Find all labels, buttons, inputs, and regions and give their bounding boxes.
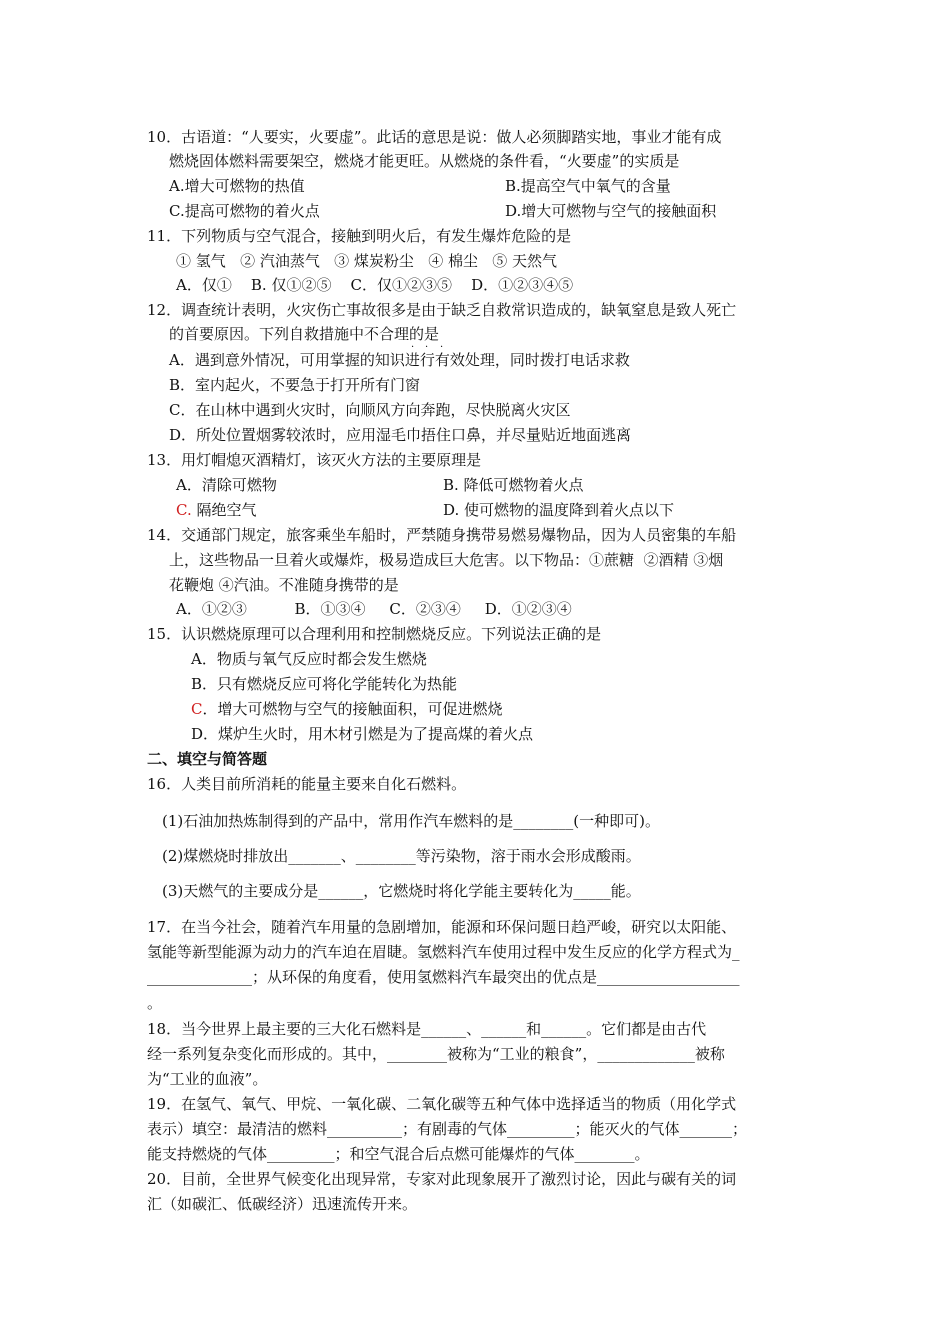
q16-sub-1: (1)石油加热炼制得到的产品中，常用作汽车燃料的是________(一种即可)。 [162, 812, 660, 830]
q14-stem-line-3: 花鞭炮 ④汽油。不准随身携带的是 [169, 576, 399, 594]
q13-option-b: B. 降低可燃物着火点 [443, 476, 584, 494]
q12-option-d: D．所处位置烟雾较浓时，应用湿毛巾捂住口鼻，并尽量贴近地面逃离 [169, 426, 632, 444]
q10-stem-line-2: 燃烧固体燃料需要架空，燃烧才能更旺。从燃烧的条件看，“火要虚”的实质是 [169, 152, 680, 170]
section-title: 二、填空与简答题 [147, 750, 268, 768]
q19-line-1: 19．在氢气、氧气、甲烷、一氧化碳、二氧化碳等五种气体中选择适当的物质（用化学式 [147, 1095, 737, 1113]
q13-option-c: C. 隔绝空气 [176, 501, 257, 519]
q18-line-2: 经一系列复杂变化而形成的。其中，________被称为“工业的粮食”，_____________被称 [147, 1045, 725, 1063]
q20-line-1: 20．目前，全世界气候变化出现异常，专家对此现象展开了激烈讨论，因此与碳有关的词 [147, 1170, 737, 1188]
q12-option-b: B．室内起火，不要急于打开所有门窗 [169, 376, 421, 394]
q11-items: ① 氢气 ② 汽油蒸气 ③ 煤炭粉尘 ④ 棉尘 ⑤ 天然气 [176, 252, 558, 270]
q10-stem-line-1: 10．古语道：“人要实，火要虚”。此话的意思是说：做人必须脚踏实地，事业才能有成 [147, 128, 722, 146]
q13-option-a: A．清除可燃物 [176, 476, 277, 494]
q20-line-2: 汇（如碳汇、低碳经济）迅速流传开来。 [147, 1195, 418, 1213]
q12-option-a: A．遇到意外情况，可用掌握的知识进行有效处理，同时拨打电话求救 [169, 351, 630, 369]
q15-option-d: D．煤炉生火时，用木材引燃是为了提高煤的着火点 [191, 725, 534, 743]
q16-stem: 16．人类目前所消耗的能量主要来自化石燃料。 [147, 775, 467, 793]
q17-line-2: 氢能等新型能源为动力的汽车迫在眉睫。氢燃料汽车使用过程中发生反应的化学方程式为_ [147, 943, 740, 961]
q17-line-3: ______________；从环保的角度看，使用氢燃料汽车最突出的优点是___________________ [147, 968, 740, 986]
q14-stem-line-1: 14．交通部门规定，旅客乘坐车船时，严禁随身携带易燃易爆物品，因为人员密集的车船 [147, 526, 737, 544]
q11-stem: 11．下列物质与空气混合，接触到明火后，有发生爆炸危险的是 [147, 227, 572, 245]
q19-line-3: 能支持燃烧的气体_________；和空气混合后点燃可能爆炸的气体________。 [147, 1145, 650, 1163]
q13-option-d: D. 使可燃物的温度降到着火点以下 [443, 501, 675, 519]
emphasis-dot: · [411, 342, 415, 353]
emphasis-dot: · [425, 342, 429, 353]
q10-option-c: C.提高可燃物的着火点 [169, 202, 320, 220]
q11-options: A．仅① B. 仅①②⑤ C．仅①②③⑤ D．①②③④⑤ [176, 276, 574, 294]
q15-option-b: B．只有燃烧反应可将化学能转化为热能 [191, 675, 458, 693]
q18-line-3: 为“工业的血液”。 [147, 1070, 268, 1088]
q14-options: A．①②③ B．①③④ C．②③④ D．①②③④ [176, 600, 572, 618]
q16-sub-3: (3)天燃气的主要成分是______，它燃烧时将化学能主要转化为_____能。 [162, 882, 641, 900]
q12-stem-line-2: 的首要原因。下列自救措施中不合理的是 [169, 325, 440, 343]
q16-sub-2: (2)煤燃烧时排放出_______、________等污染物，溶于雨水会形成酸雨。 [162, 847, 641, 865]
q12-option-c: C．在山林中遇到火灾时，向顺风方向奔跑，尽快脱离火灾区 [169, 401, 571, 419]
q10-option-a: A.增大可燃物的热值 [169, 177, 305, 195]
answer-mark: C. [176, 501, 192, 519]
q10-option-d: D.增大可燃物与空气的接触面积 [505, 202, 717, 220]
q19-line-2: 表示）填空：最清洁的燃料__________；有剧毒的气体_________；能灭火的气体_______； [147, 1120, 748, 1138]
q13-stem: 13．用灯帽熄灭酒精灯，该灭火方法的主要原理是 [147, 451, 482, 469]
emphasis-dot: · [440, 342, 444, 353]
q14-stem-line-2: 上，这些物品一旦着火或爆炸，极易造成巨大危害。以下物品：①蔗糖 ②酒精 ③烟 [169, 551, 724, 569]
q15-option-c: C．增大可燃物与空气的接触面积，可促进燃烧 [191, 700, 503, 718]
q17-line-1: 17．在当今社会，随着汽车用量的急剧增加，能源和环保问题日趋严峻，研究以太阳能、 [147, 918, 737, 936]
answer-mark: C [191, 700, 203, 718]
q18-line-1: 18．当今世界上最主要的三大化石燃料是______、______和______。它们都是由古代 [147, 1020, 707, 1038]
q10-option-b: B.提高空气中氧气的含量 [505, 177, 671, 195]
q15-option-a: A．物质与氧气反应时都会发生燃烧 [191, 650, 427, 668]
q15-stem: 15．认识燃烧原理可以合理利用和控制燃烧反应。下列说法正确的是 [147, 625, 602, 643]
q17-line-4: 。 [147, 994, 163, 1012]
q12-stem-line-1: 12．调查统计表明，火灾伤亡事故很多是由于缺乏自救常识造成的，缺氧窒息是致人死亡 [147, 301, 737, 319]
